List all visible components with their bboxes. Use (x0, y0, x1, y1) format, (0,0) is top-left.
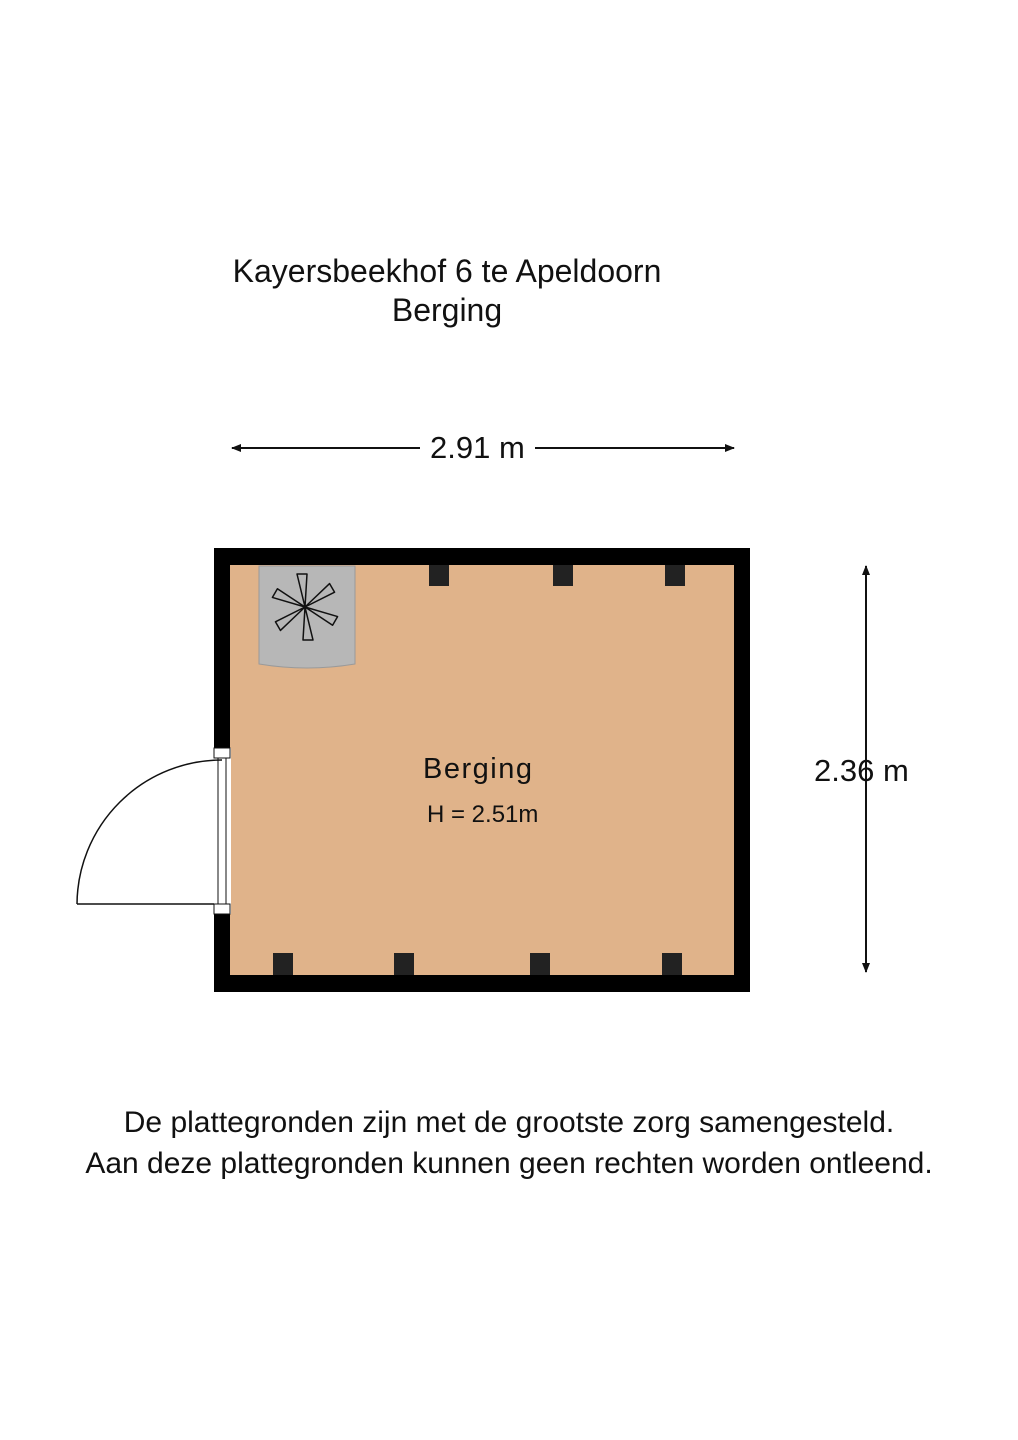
floor-title: Berging (391, 292, 503, 328)
wall-pier (530, 953, 550, 975)
disclaimer (0, 1102, 1018, 1184)
door-swing-icon (77, 760, 222, 904)
wall-pier (662, 953, 682, 975)
width-dimension-label: 2.91 m (420, 430, 535, 466)
disclaimer-line: De plattegronden zijn met de grootste zorg samengesteld. (123, 1106, 895, 1139)
address-title: Kayersbeekhof 6 te Apeldoorn (232, 253, 662, 289)
room-height: H = 2.51m (427, 801, 539, 828)
door-opening (213, 748, 231, 914)
plan-title (200, 252, 694, 330)
room-name: Berging (423, 753, 534, 785)
wall-pier (553, 565, 573, 586)
disclaimer-line: Aan deze plattegronden kunnen geen rechten worden ontleend. (85, 1147, 933, 1180)
wall-pier (273, 953, 293, 975)
door-frame-top (214, 748, 230, 758)
door-frame-bottom (214, 904, 230, 914)
wall-pier (429, 565, 449, 586)
wall-pier (394, 953, 414, 975)
wall-pier (665, 565, 685, 586)
depth-dimension-label: 2.36 m (814, 753, 909, 788)
